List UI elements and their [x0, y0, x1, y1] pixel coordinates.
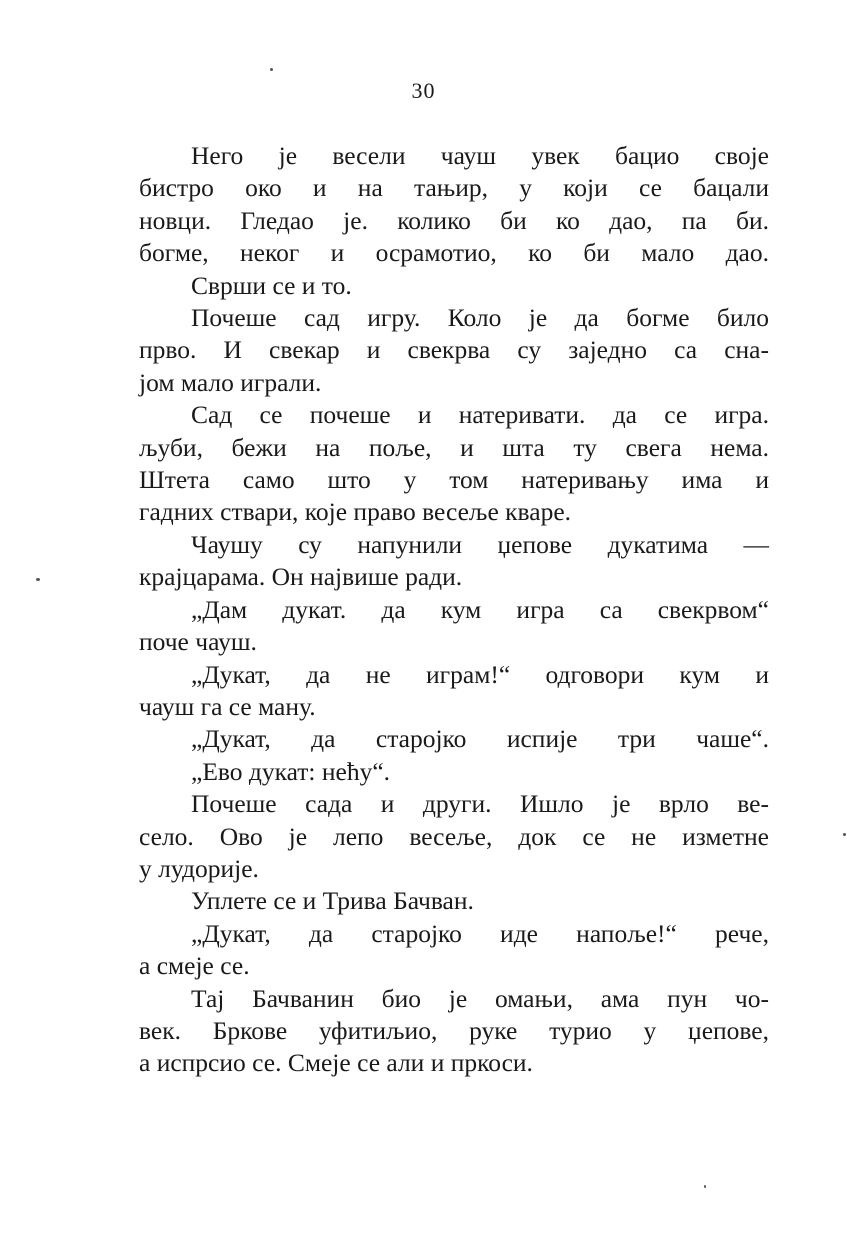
text-line: „Дукат, да старојко испије три чаше“. [191, 724, 769, 754]
scan-speck [704, 1185, 706, 1188]
text-line: новци. Гледао је. колико би ко дао, па би. [139, 205, 769, 235]
scan-speck [270, 68, 273, 71]
text-line: село. Ово је лепо весеље, док се не изметне [139, 821, 769, 851]
text-line: Сврши се и то. [191, 270, 352, 300]
text-line: крајцарама. Он највише ради. [139, 562, 463, 592]
text-line: јом мало играли. [139, 367, 322, 397]
text-line: љуби, бежи на поље, и шта ту свега нема. [139, 432, 769, 462]
text-line: бистро око и на тањир, у који се бацали [139, 173, 769, 203]
text-line: гадних ствари, које право весеље кваре. [139, 497, 572, 527]
page-number: 30 [411, 78, 436, 103]
text-line: у лудорије. [139, 853, 259, 883]
text-line: богме, неког и осрамотио, ко би мало дао. [139, 238, 769, 268]
text-line: прво. И свекар и свекрва су заједно са сна- [139, 335, 769, 365]
text-line: век. Бркове уфитиљио, руке турио у џепове, [139, 1015, 769, 1045]
text-line: Почеше сад игру. Коло је да богме било [191, 303, 769, 333]
text-line: чауш га се ману. [139, 691, 316, 721]
text-line: „Дам дукат. да кум игра са свекрвом“ [191, 594, 769, 624]
scan-speck [36, 578, 40, 581]
body-text [139, 140, 769, 1080]
text-line: Тај Бачванин био је омањи, ама пун чо- [191, 983, 769, 1013]
text-line: Штета само што у том натеривању има и [139, 465, 769, 495]
text-line: „Дукат, да старојко иде напоље!“ рече, [191, 918, 769, 948]
text-line: поче чауш. [139, 627, 257, 657]
scan-speck [843, 833, 846, 836]
text-line: „Ево дукат: нећу“. [191, 756, 391, 786]
text-line: „Дукат, да не играм!“ одговори кум и [191, 659, 769, 689]
text-line: а испрсио се. Смеје се али и пркоси. [139, 1048, 533, 1078]
text-line: а смеје се. [139, 951, 250, 981]
text-line: Почеше сада и други. Ишло је врло ве- [191, 789, 769, 819]
text-line: Чаушу су напунили џепове дукатима — [191, 529, 769, 559]
text-line: Сад се почеше и натеривати. да се игра. [191, 400, 769, 430]
text-line: Уплете се и Трива Бачван. [191, 886, 474, 916]
text-line: Него је весели чауш увек бацио своје [191, 141, 769, 170]
